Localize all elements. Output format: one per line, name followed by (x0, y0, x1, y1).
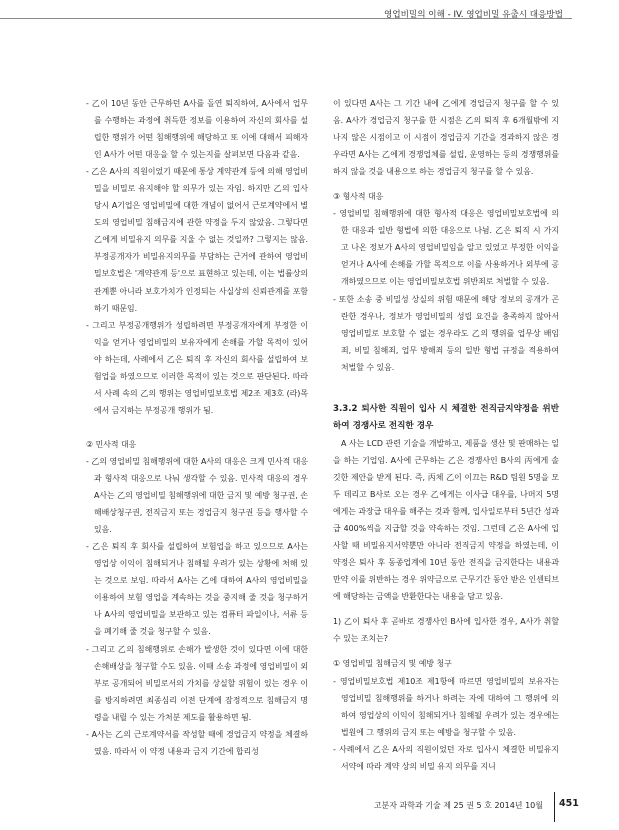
question-text: 1) 乙이 퇴사 후 곧바로 경쟁사인 B사에 입사한 경우, A사가 취할 수 있는 조치는? (333, 617, 559, 644)
bullet-paragraph: - 그리고 부정공개행위가 성립하려면 부정공개자에게 부정한 이익을 얻거나 영업비밀의 보유자에게 손해를 가할 목적이 있어야 하는데, 사례에서 乙은 퇴직 후 자신의 회사를 설립하여 보험업을 하였으므로 이러한 목적이 있는 것으로 판단된다. 따라서 사례 속의 乙의 행위는 영업비밀보호법 제2조 제3호 (라)목에서 금지하는 부정공개 행위가 됨. (86, 320, 308, 415)
bullet-paragraph: - A사는 乙의 근로계약서를 작성할 때에 경업금지 약정을 체결하였음. 따라서 이 약정 내용과 금지 기간에 합리성 (86, 729, 308, 756)
paragraph-spacer (333, 376, 559, 393)
left-column (86, 95, 308, 760)
page-number: 451 (559, 798, 579, 809)
bullet-paragraph: - 영업비밀 침해행위에 대한 형사적 대응은 영업비밀보호법에 의한 대응과 일반 형법에 의한 대응으로 나뉨. 乙은 퇴직 시 가지고 나온 정보가 A사의 영업비밀임을 알고 있었고 부정한 이익을 얻거나 A사에 손해를 가할 목적으로 이를 사용하거나 외부에 공개하였으므로 이는 영업비밀보호법 위반죄로 처벌할 수 있음. (333, 209, 559, 287)
body-paragraph: 이 있다면 A사는 그 기간 내에 乙에게 경업금지 청구를 할 수 있음. A사가 경업금지 청구를 한 시점은 乙의 퇴직 후 6개월밖에 지나지 않은 시점이고 이 시점이 경업금지 기간을 경과하지 않은 경우라면 A사는 乙에게 경쟁업체를 설립, 운영하는 등의 경쟁행위를 하지 않을 것을 내용으로 하는 경업금지 청구를 할 수 있음. (333, 99, 559, 177)
bullet-paragraph: - 乙의 영업비밀 침해행위에 대한 A사의 대응은 크게 민사적 대응과 형사적 대응으로 나눠 생각할 수 있음. 민사적 대응의 경우 A사는 乙의 영업비밀 침해행위에 대한 금지 및 예방 청구권, 손해배상청구권, 전직금지 또는 경업금지 청구권 등을 행사할 수 있음. (86, 456, 308, 535)
right-column (333, 95, 559, 775)
bullet-paragraph: - 또한 소송 중 비밀성 상실의 위험 때문에 해당 정보의 공개가 곤란한 경우나, 정보가 영업비밀의 성립 요건을 충족하지 않아서 영업비밀로 보호할 수 없는 경우라도 乙의 행위를 업무상 배임죄, 비밀 침해죄, 업무 방해죄 등의 일반 형법 규정을 적용하여 처벌할 수 있음. (333, 294, 559, 372)
subsection-title: 3.3.2 퇴사한 직원이 입사 시 체결한 전직금지약정을 위반하여 경쟁사로 전직한 경우 (333, 403, 559, 431)
header-rule (0, 18, 572, 19)
bullet-paragraph: - 乙은 퇴직 후 회사를 설립하여 보험업을 하고 있으므로 A사는 영업상 이익이 침해되거나 침해될 우려가 있는 상황에 처해 있는 것으로 보임. 따라서 A사는 乙에 대하여 A사의 영업비밀을 이용하여 보험 영업을 계속하는 것을 중지해 줄 것을 청구하거나 A사의 영업비밀을 보관하고 있는 컴퓨터 파일이나, 서류 등을 폐기해 줄 것을 청구할 수 있음. (86, 542, 308, 637)
section-heading: ③ 형사적 대응 (333, 192, 384, 202)
section-heading: ① 영업비밀 침해금지 및 예방 청구 (333, 659, 452, 669)
running-header: 영업비밀의 이해 - IV. 영업비밀 유출시 대응방법 (384, 10, 563, 20)
intro-paragraph: A 사는 LCD 관련 기술을 개발하고, 제품을 생산 및 판매하는 일을 하는 기업임. A사에 근무하는 乙은 경쟁사인 B사의 丙에게 솔깃한 제안을 받게 된다. 즉, 丙체 乙이 이끄는 R&D 팀원 5명을 모두 데리고 B사로 오는 경우 乙에게는 이사급 대우를, 나머지 5명에게는 과장급 대우를 해주는 것과 함께, 입사일로부터 5년간 성과급 400%씩을 지급할 것을 약속하는 것임. 그런데 乙은 A사에 입사할 때 비밀유지서약뿐만 아니라 전직금지 약정을 하였는데, 이 약정은 퇴사 후 동종업계에 10년 동안 전직을 금지한다는 내용과 만약 이를 위반하는 경우 위약금으로 근무기간 동안 받은 인센티브에 해당하는 금액을 반환한다는 내용을 담고 있음. (333, 438, 559, 602)
paragraph-spacer (86, 419, 308, 436)
bullet-paragraph: - 乙이 10년 동안 근무하던 A사를 돌연 퇴직하여, A사에서 업무를 수행하는 과정에 취득한 정보를 이용하여 자신의 회사를 설립한 행위가 어떤 침해행위에 해당하고 또 이에 대해서 피해자인 A사가 어떤 대응을 할 수 있는지를 살펴보면 다음과 같음. (86, 99, 308, 160)
bullet-paragraph: - 그리고 乙의 침해행위로 손해가 발생한 것이 있다면 이에 대한 손해배상을 청구할 수도 있음. 이때 소송 과정에 영업비밀이 외부로 공개되어 비밀로서의 가치를 상실할 위험이 있는 경우 이를 방지하려면 최종심리 이전 단계에 잠정적으로 침해금지 명령을 내릴 수 있는 가처분 제도를 활용하면 됨. (86, 644, 308, 722)
paragraph-spacer (333, 605, 559, 613)
paragraph-spacer (333, 180, 559, 188)
footer-divider (554, 792, 555, 822)
bullet-paragraph: - 영업비밀보호법 제10조 제1항에 따르면 영업비밀의 보유자는 영업비밀 침해행위를 하거나 하려는 자에 대하여 그 행위에 의하여 영업상의 이익이 침해되거나 침해될 우려가 있는 경우에는 법원에 그 행위의 금지 또는 예방을 청구할 수 있음. (333, 676, 559, 737)
bullet-paragraph: - 사례에서 乙은 A사의 직원이었던 자로 입사시 체결한 비밀유지서약에 따라 계약 상의 비밀 유지 의무를 지니 (333, 744, 559, 771)
bullet-paragraph: - 乙은 A사의 직원이었기 때문에 통상 계약관계 등에 의해 영업비밀을 비밀로 유지해야 할 의무가 있는 자임. 하지만 乙의 입사 당시 A기업은 영업비밀에 대한 개념이 없어서 근로계약에서 별도의 영업비밀 침해금지에 관한 약정을 두지 않았음. 그렇다면 乙에게 비밀유지 의무를 지울 수 없는 것일까? 그렇지는 않음. 부정공개자가 비밀유지의무를 부담하는 근거에 관하여 영업비밀보호법은 '계약관계 등'으로 표현하고 있는데, 이는 법률상의 관계뿐 아니라 보호가치가 인정되는 사실상의 신뢰관계를 포함하기 때문임. (86, 167, 308, 313)
paragraph-spacer (333, 647, 559, 655)
paragraph-spacer (333, 393, 559, 401)
section-heading: ② 민사적 대응 (86, 439, 137, 449)
footer-journal: 고분자 과학과 기술 제 25 권 5 호 2014년 10월 (373, 801, 543, 810)
